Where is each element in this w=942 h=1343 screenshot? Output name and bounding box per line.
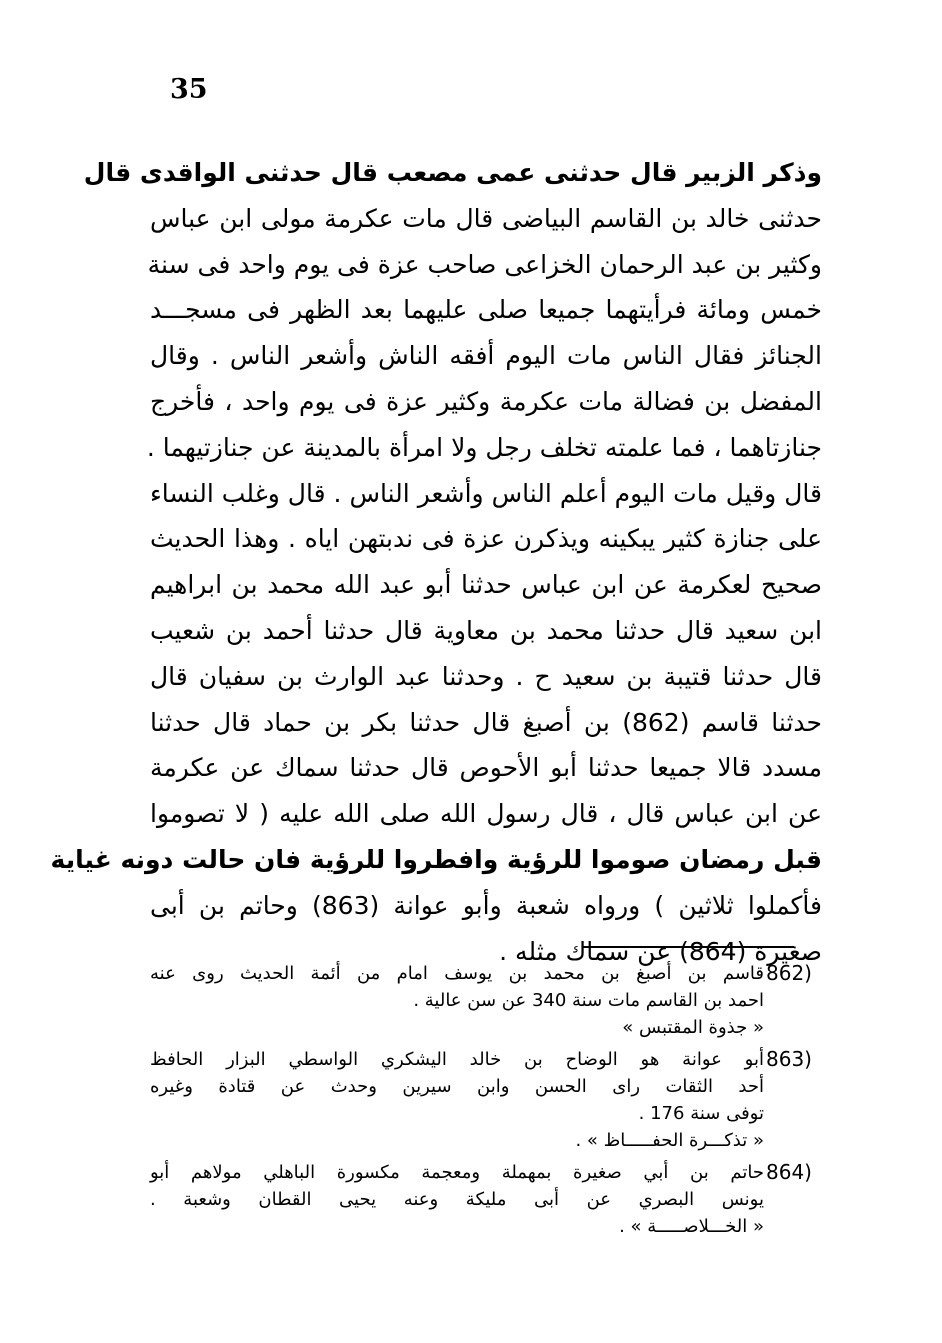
footnote-source: « الخـــلاصـــــة » . xyxy=(619,1216,764,1237)
text-line-8: قال وقيل مات اليوم أعلم الناس وأشعر الناس . قال وغلب النساء xyxy=(150,478,822,508)
footnote-line: احمد بن القاسم مات سنة 340 عن سن عالية . xyxy=(413,990,764,1011)
text-line-5: الجنائز فقال الناس مات اليوم أفقه الناش وأشعر الناس . وقال xyxy=(150,341,822,371)
footnote-line: حاتم بن أبي صغيرة بمهملة ومعجمة مكسورة الباهلي مولاهم أبو xyxy=(150,1162,764,1183)
text-line-9: على جنازة كثير يبكينه ويذكرن عزة فى ندبتهن اياه . وهذا الحديث xyxy=(150,524,822,554)
footnote-number: 863) xyxy=(766,1047,812,1071)
footnote-body xyxy=(150,1046,764,1154)
text-line-11: ابن سعيد قال حدثنا محمد بن معاوية قال حدثنا أحمد بن شعيب xyxy=(150,615,822,645)
footnote-line: توفى سنة 176 . xyxy=(638,1103,764,1124)
text-line-18: صغيرة (864) عن سماك مثله . xyxy=(499,936,822,966)
footnote-863 xyxy=(150,1046,822,1154)
footnote-number: 864) xyxy=(766,1160,812,1184)
text-line-16: قبل رمضان صوموا للرؤية وافطروا للرؤية فان حالت دونه غياية xyxy=(50,844,822,874)
footnote-body xyxy=(150,1159,764,1240)
footnote-source: « تذكـــرة الحفـــــاظ » . xyxy=(575,1130,764,1151)
footnotes xyxy=(150,960,822,1245)
text-line-12: قال حدثنا قتيبة بن سعيد ح . وحدثنا عبد الوارث بن سفيان قال xyxy=(150,661,822,691)
text-line-2: حدثنى خالد بن القاسم البياضى قال مات عكرمة مولى ابن عباس xyxy=(150,203,822,233)
main-text xyxy=(50,150,822,974)
footnote-number: 862) xyxy=(766,961,812,985)
text-line-3: وكثير بن عبد الرحمان الخزاعى صاحب عزة فى يوم واحد فى سنة xyxy=(147,249,822,279)
text-line-15: عن ابن عباس قال ، قال رسول الله صلى الله عليه ( لا تصوموا xyxy=(150,799,822,829)
text-line-4: خمس ومائة فرأيتهما جميعا صلى عليهما بعد الظهر فى مسجـــد xyxy=(150,295,822,325)
footnote-source: « جذوة المقتبس » xyxy=(622,1017,764,1038)
text-line-13: حدثنا قاسم (862) بن أصبغ قال حدثنا بكر بن حماد قال حدثنا xyxy=(150,707,822,737)
footnote-864 xyxy=(150,1159,822,1240)
text-line-6: المفضل بن فضالة مات عكرمة وكثير عزة فى يوم واحد ، فأخرج xyxy=(150,386,822,416)
text-line-14: مسدد قالا جميعا حدثنا أبو الأحوص قال حدثنا سماك عن عكرمة xyxy=(150,753,822,783)
text-line-1: وذكر الزبير قال حدثنى عمى مصعب قال حدثنى الواقدى قال xyxy=(83,158,822,187)
text-line-10: صحيح لعكرمة عن ابن عباس حدثنا أبو عبد الله محمد بن ابراهيم xyxy=(150,570,822,600)
page-number: 35 xyxy=(170,74,208,105)
footnote-line: أحد الثقات راى الحسن وابن سيرين وحدث عن قتادة وغيره xyxy=(150,1076,764,1097)
footnote-body xyxy=(150,960,764,1041)
text-line-7: جنازتاهما ، فما علمته تخلف رجل ولا امرأة بالمدينة عن جنازتيهما . xyxy=(146,432,822,462)
footnote-line: أبو عوانة هو الوضاح بن خالد اليشكري الواسطي البزار الحافظ xyxy=(150,1049,764,1070)
footnote-divider xyxy=(582,946,794,948)
footnote-line: يونس البصري عن أبى مليكة وعنه يحيى القطان وشعبة . xyxy=(150,1189,764,1210)
text-line-17: فأكملوا ثلاثين ) ورواه شعبة وأبو عوانة (863) وحاتم بن أبى xyxy=(150,890,822,920)
footnote-line: قاسم بن أصبغ بن محمد بن يوسف امام من أئمة الحديث روى عنه xyxy=(150,963,764,984)
footnote-862 xyxy=(150,960,822,1041)
